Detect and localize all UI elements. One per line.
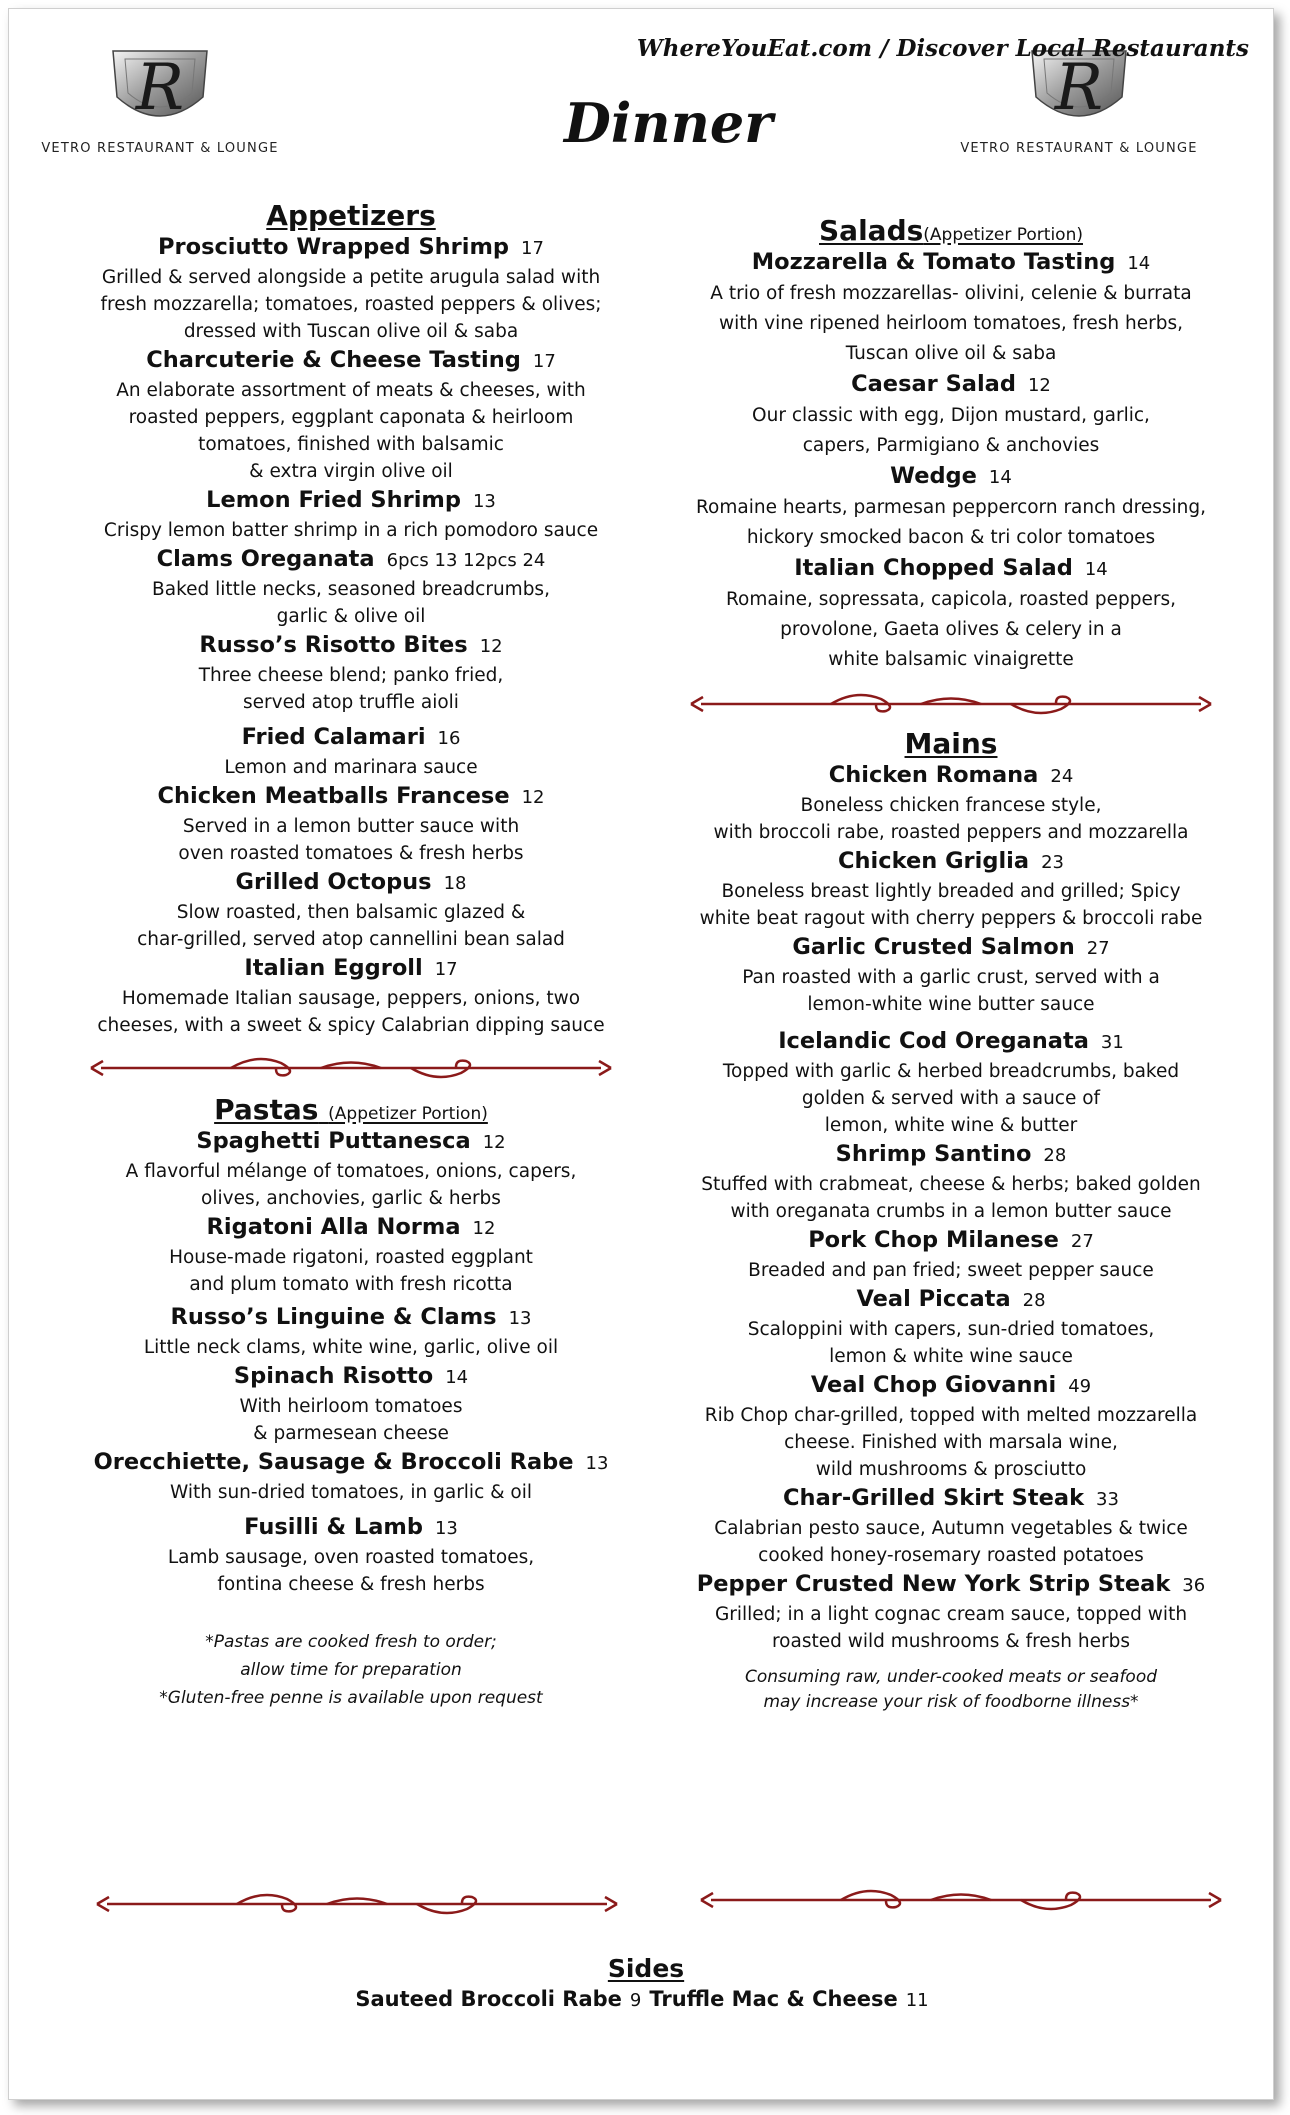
item-name-row <box>671 1225 1231 1257</box>
menu-item-chicken-griglia <box>671 846 1231 932</box>
item-name: Chicken Griglia <box>838 848 1030 874</box>
logo-letter: R <box>135 51 185 125</box>
item-name: Italian Eggroll <box>244 955 423 981</box>
item-description: Boneless chicken francese style, with broccoli rabe, roasted peppers and mozzarella <box>713 795 1189 843</box>
item-name: Mozzarella & Tomato Tasting <box>751 249 1116 275</box>
item-price: 14 <box>445 1367 469 1388</box>
item-name-row <box>671 760 1231 792</box>
menu-item-clams-oreganata <box>71 544 631 630</box>
item-description: Calabrian pesto sauce, Autumn vegetables & twice cooked honey-rosemary roasted potatoes <box>714 1518 1188 1566</box>
pastas-note: (Appetizer Portion) <box>328 1104 488 1124</box>
item-name-row <box>671 461 1231 493</box>
item-name: Spaghetti Puttanesca <box>196 1128 471 1154</box>
menu-page <box>8 8 1274 2100</box>
item-description: An elaborate assortment of meats & cheeses, with roasted peppers, eggplant caponata & heirloom tomatoes, finished with balsamic & extra virgin olive oil <box>116 380 586 482</box>
logo-text: VETRO RESTAURANT & LOUNGE <box>41 141 279 156</box>
item-description: A trio of fresh mozzarellas- olivini, celenie & burrata with vine ripened heirloom tomatoes, fresh herbs, Tuscan olive oil & saba <box>710 283 1192 364</box>
item-name: Pork Chop Milanese <box>808 1227 1059 1253</box>
salads-list <box>671 247 1231 675</box>
item-name-row <box>71 232 631 264</box>
left-column <box>71 199 631 1712</box>
side-item-name: Truffle Mac & Cheese <box>649 1987 898 2011</box>
menu-item-garlic-crusted-salmon <box>671 932 1231 1018</box>
crest-icon <box>35 37 285 137</box>
item-name: Wedge <box>890 463 977 489</box>
menu-item-grilled-octopus <box>71 867 631 953</box>
salads-title: Salads <box>819 214 924 247</box>
item-name-row <box>71 1126 631 1158</box>
menu-item-char-grilled-skirt-steak <box>671 1483 1231 1569</box>
menu-item-mozzarella-tomato-tasting <box>671 247 1231 369</box>
item-name: Veal Chop Giovanni <box>810 1372 1057 1398</box>
menu-item-spaghetti-puttanesca <box>71 1126 631 1212</box>
pastas-title: Pastas <box>214 1093 319 1126</box>
menu-item-charcuterie-cheese-tasting <box>71 345 631 485</box>
menu-item-rigatoni-alla-norma <box>71 1212 631 1298</box>
item-name: Fried Calamari <box>241 724 426 750</box>
logo-left <box>35 37 285 167</box>
item-description: A flavorful mélange of tomatoes, onions, capers, olives, anchovies, garlic & herbs <box>125 1161 577 1209</box>
item-description: With heirloom tomatoes & parmesean cheese <box>239 1396 463 1444</box>
item-price: 28 <box>1043 1145 1067 1166</box>
logo-text: VETRO RESTAURANT & LOUNGE <box>960 141 1198 156</box>
item-name-row <box>71 867 631 899</box>
item-name: Clams Oreganata <box>156 546 375 572</box>
item-price: 31 <box>1100 1032 1124 1053</box>
item-price: 49 <box>1068 1376 1092 1397</box>
menu-item-caesar-salad <box>671 369 1231 461</box>
item-price: 12 <box>472 1218 496 1239</box>
item-name: Caesar Salad <box>851 371 1016 397</box>
item-name-row <box>71 1512 631 1544</box>
menu-item-russo-s-linguine-clams <box>71 1302 631 1361</box>
sides-title: Sides <box>607 1954 685 1983</box>
item-name: Rigatoni Alla Norma <box>206 1214 461 1240</box>
right-column <box>671 214 1231 1715</box>
pastas-section <box>71 1093 631 1712</box>
menu-item-chicken-romana <box>671 760 1231 846</box>
item-name: Pepper Crusted New York Strip Steak <box>696 1571 1171 1597</box>
item-description: Romaine hearts, parmesan peppercorn ranch dressing, hickory smocked bacon & tri color tomatoes <box>696 497 1206 548</box>
item-price: 17 <box>521 238 544 259</box>
side-item-price: 11 <box>905 1990 929 2011</box>
menu-item-pork-chop-milanese <box>671 1225 1231 1284</box>
divider-ornament-icon <box>87 1889 627 1919</box>
item-description: Romaine, sopressata, capicola, roasted peppers, provolone, Gaeta olives & celery in a white balsamic vinaigrette <box>726 589 1176 670</box>
pastas-footnote: *Pastas are cooked fresh to order; allow time for preparation *Gluten-free penne is available upon request <box>159 1632 543 1708</box>
item-price: 33 <box>1096 1489 1119 1510</box>
item-name: Chicken Meatballs Francese <box>157 783 510 809</box>
item-price: 13 <box>508 1308 532 1329</box>
item-name: Spinach Risotto <box>233 1363 434 1389</box>
item-price: 13 <box>472 491 496 512</box>
mains-title: Mains <box>904 727 998 760</box>
item-name: Prosciutto Wrapped Shrimp <box>158 234 510 260</box>
item-description: Grilled & served alongside a petite arugula salad with fresh mozzarella; tomatoes, roasted peppers & olives; dressed with Tuscan olive oil & saba <box>100 267 602 342</box>
menu-item-italian-chopped-salad <box>671 553 1231 675</box>
item-price: 14 <box>988 467 1012 488</box>
item-price: 12 <box>521 787 545 808</box>
item-name-row <box>71 781 631 813</box>
item-price: 17 <box>532 351 556 372</box>
item-name-row <box>671 1284 1231 1316</box>
item-description: Crispy lemon batter shrimp in a rich pomodoro sauce <box>103 520 599 541</box>
item-price: 14 <box>1084 559 1108 580</box>
item-price: 27 <box>1086 938 1110 959</box>
item-name: Shrimp Santino <box>835 1141 1032 1167</box>
appetizers-title: Appetizers <box>266 199 436 232</box>
item-name: Russo’s Linguine & Clams <box>170 1304 497 1330</box>
menu-item-shrimp-santino <box>671 1139 1231 1225</box>
item-name-row <box>71 722 631 754</box>
item-description: Scaloppini with capers, sun-dried tomatoes, lemon & white wine sauce <box>747 1319 1155 1367</box>
item-description: Homemade Italian sausage, peppers, onions, two cheeses, with a sweet & spicy Calabrian dipping sauce <box>97 988 605 1036</box>
menu-item-fusilli-lamb <box>71 1512 631 1598</box>
salads-title-row <box>671 214 1231 247</box>
appetizers-list <box>71 232 631 1039</box>
item-name: Lemon Fried Shrimp <box>206 487 461 513</box>
item-name-row <box>71 1302 631 1334</box>
divider-ornament-icon <box>691 1885 1231 1915</box>
item-price: 28 <box>1022 1290 1046 1311</box>
item-name-row <box>671 846 1231 878</box>
logo-letter: R <box>1054 51 1104 125</box>
menu-item-spinach-risotto <box>71 1361 631 1447</box>
item-name-row <box>671 1026 1231 1058</box>
item-description: Lamb sausage, oven roasted tomatoes, fontina cheese & fresh herbs <box>167 1547 535 1595</box>
menu-item-wedge <box>671 461 1231 553</box>
item-description: Boneless breast lightly breaded and grilled; Spicy white beat ragout with cherry peppers & broccoli rabe <box>699 881 1203 929</box>
item-name-row <box>71 345 631 377</box>
item-description: Served in a lemon butter sauce with oven roasted tomatoes & fresh herbs <box>178 816 524 864</box>
site-name[interactable]: WhereYouEat.com / Discover Local Restaurants <box>636 35 1249 62</box>
item-price: 24 <box>1050 766 1074 787</box>
item-name-row <box>671 247 1231 279</box>
item-name: Garlic Crusted Salmon <box>792 934 1075 960</box>
item-name: Fusilli & Lamb <box>244 1514 423 1540</box>
divider-ornament-icon <box>681 689 1221 719</box>
salads-section <box>671 214 1231 675</box>
item-description: Rib Chop char-grilled, topped with melted mozzarella cheese. Finished with marsala wine, wild mushrooms & prosciutto <box>704 1405 1198 1480</box>
item-name-row <box>671 1370 1231 1402</box>
menu-item-russo-s-risotto-bites <box>71 630 631 716</box>
menu-item-fried-calamari <box>71 722 631 781</box>
menu-item-pepper-crusted-new-york-strip-steak <box>671 1569 1231 1655</box>
appetizers-section <box>71 199 631 1039</box>
item-name: Russo’s Risotto Bites <box>199 632 468 658</box>
menu-item-italian-eggroll <box>71 953 631 1039</box>
item-description: Grilled; in a light cognac cream sauce, topped with roasted wild mushrooms & fresh herbs <box>714 1604 1188 1652</box>
mains-section <box>671 727 1231 1715</box>
item-price: 12 <box>479 636 503 657</box>
item-name: Icelandic Cod Oreganata <box>778 1028 1089 1054</box>
pastas-list <box>71 1126 631 1598</box>
divider <box>671 689 1231 719</box>
item-description: Little neck clams, white wine, garlic, olive oil <box>143 1337 559 1358</box>
item-description: Breaded and pan fried; sweet pepper sauce <box>748 1260 1154 1281</box>
divider <box>71 1053 631 1083</box>
item-name-row <box>71 630 631 662</box>
item-price: 18 <box>443 873 467 894</box>
item-name-row <box>671 1483 1231 1515</box>
item-name-row <box>671 1569 1231 1601</box>
menu-item-orecchiette-sausage-broccoli-rabe <box>71 1447 631 1506</box>
item-name: Grilled Octopus <box>235 869 432 895</box>
item-description: Topped with garlic & herbed breadcrumbs, baked golden & served with a sauce of lemon, white wine & butter <box>722 1061 1180 1136</box>
item-name-row <box>71 485 631 517</box>
sides-list <box>1 1987 1290 2011</box>
page-title: Dinner <box>564 91 773 155</box>
item-description: Three cheese blend; panko fried, served atop truffle aioli <box>198 665 504 713</box>
item-description: Slow roasted, then balsamic glazed & char-grilled, served atop cannellini bean salad <box>137 902 565 950</box>
item-name-row <box>71 1447 631 1479</box>
menu-item-icelandic-cod-oreganata <box>671 1026 1231 1139</box>
item-price: 23 <box>1041 852 1064 873</box>
item-name: Italian Chopped Salad <box>794 555 1073 581</box>
side-item-name: Sauteed Broccoli Rabe <box>355 1987 622 2011</box>
item-name-row <box>671 1139 1231 1171</box>
item-price: 13 <box>585 1453 609 1474</box>
item-name: Chicken Romana <box>828 762 1039 788</box>
menu-item-lemon-fried-shrimp <box>71 485 631 544</box>
item-description: With sun-dried tomatoes, in garlic & oil <box>169 1482 533 1503</box>
item-description: Baked little necks, seasoned breadcrumbs, garlic & olive oil <box>152 579 550 627</box>
item-price: 6pcs 13 12pcs 24 <box>386 550 546 571</box>
menu-item-prosciutto-wrapped-shrimp <box>71 232 631 345</box>
item-name-row <box>71 1361 631 1393</box>
item-price: 17 <box>434 959 458 980</box>
item-price: 36 <box>1182 1575 1206 1596</box>
item-name: Veal Piccata <box>856 1286 1011 1312</box>
item-name-row <box>71 953 631 985</box>
item-description: Our classic with egg, Dijon mustard, garlic, capers, Parmigiano & anchovies <box>752 405 1150 456</box>
menu-item-veal-chop-giovanni <box>671 1370 1231 1483</box>
item-description: Stuffed with crabmeat, cheese & herbs; baked golden with oreganata crumbs in a lemon butter sauce <box>701 1174 1201 1222</box>
item-price: 16 <box>437 728 461 749</box>
item-description: Lemon and marinara sauce <box>224 757 478 778</box>
item-name-row <box>671 553 1231 585</box>
menu-item-veal-piccata <box>671 1284 1231 1370</box>
item-name: Orecchiette, Sausage & Broccoli Rabe <box>93 1449 574 1475</box>
item-name-row <box>671 369 1231 401</box>
item-price: 12 <box>1027 375 1051 396</box>
sides-section <box>1 1954 1290 2011</box>
item-description: House-made rigatoni, roasted eggplant and plum tomato with fresh ricotta <box>169 1247 533 1295</box>
pastas-title-row <box>71 1093 631 1126</box>
item-price: 13 <box>434 1518 458 1539</box>
item-price: 14 <box>1127 253 1151 274</box>
divider-ornament-icon <box>81 1053 621 1083</box>
item-name-row <box>71 544 631 576</box>
menu-item-chicken-meatballs-francese <box>71 781 631 867</box>
salads-note: (Appetizer Portion) <box>923 225 1083 245</box>
item-price: 12 <box>482 1132 506 1153</box>
side-item-price: 9 <box>629 1990 642 2011</box>
item-name: Char-Grilled Skirt Steak <box>783 1485 1085 1511</box>
mains-footnote: Consuming raw, under-cooked meats or seafood may increase your risk of foodborne illness* <box>744 1667 1158 1712</box>
item-name-row <box>671 932 1231 964</box>
item-description: Pan roasted with a garlic crust, served with a lemon-white wine butter sauce <box>742 967 1160 1015</box>
item-name-row <box>71 1212 631 1244</box>
item-price: 27 <box>1070 1231 1094 1252</box>
item-name: Charcuterie & Cheese Tasting <box>146 347 521 373</box>
mains-list <box>671 760 1231 1655</box>
